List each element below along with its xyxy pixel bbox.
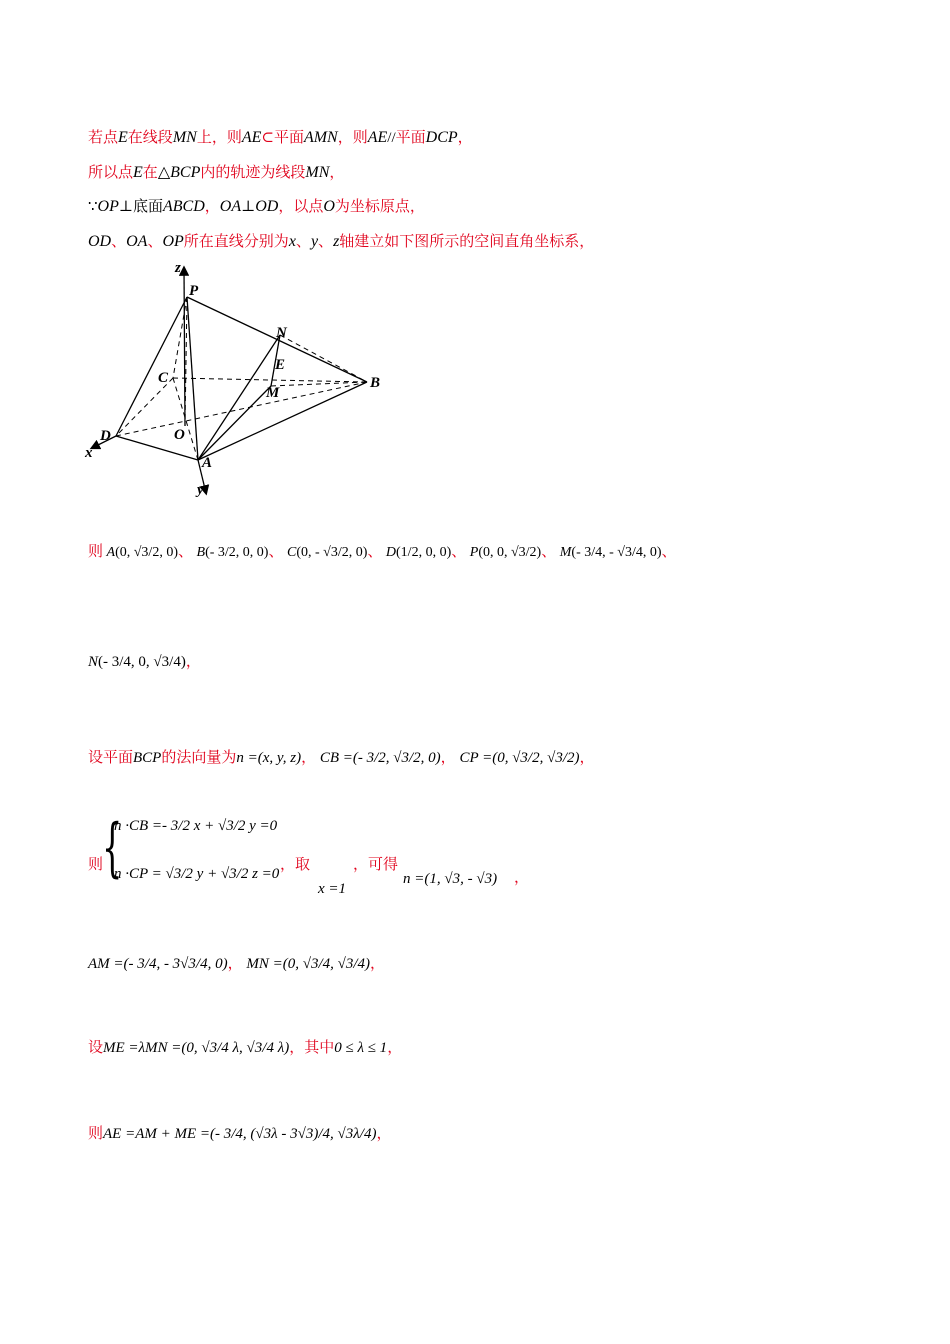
text-line-4: OD、OA、OP所在直线分别为x、y、z轴建立如下图所示的空间直角坐标系，: [88, 232, 595, 250]
system-brace: {: [102, 811, 123, 885]
pyramid-coordinate-figure: [84, 258, 394, 503]
label-D: D: [100, 428, 111, 444]
label-z: z: [175, 260, 181, 276]
coordinates-line: 则 A(0, √3/2, 0)、 B(- 3/2, 0, 0)、 C(0, - √3/2, 0)、 D(1/2, 0, 0)、 P(0, 0, √3/2)、 M(- 3/4, - √3/4, 0)、: [88, 542, 677, 560]
text-line-2: 所以点E在△BCP内的轨迹为线段MN，: [88, 163, 345, 181]
lambda-line: 设ME =λMN =(0, √3/4 λ, √3/4 λ)，其中0 ≤ λ ≤ 1，: [88, 1038, 403, 1056]
text-line-1: 若点E在线段MN上，则AE⊂平面AMN，则AE//平面DCP，: [88, 128, 473, 146]
edge-PD: [116, 297, 187, 436]
edge-CB: [173, 378, 367, 382]
vector-AE-line: 则AE =AM + ME =(- 3/4, (√3λ - 3√3)/4, √3λ/4)，: [88, 1124, 392, 1142]
edge-DA: [116, 436, 198, 460]
edge-NB: [280, 335, 367, 382]
edge-DB: [116, 382, 367, 436]
vectors-AM-MN-line: AM =(- 3/4, - 3√3/4, 0)， MN =(0, √3/4, √3/4)，: [88, 954, 386, 972]
coordinate-N-line: N(- 3/4, 0, √3/4)，: [88, 652, 201, 670]
label-E: E: [275, 357, 286, 373]
label-N: N: [276, 325, 287, 341]
z-axis: [184, 268, 185, 426]
edge-CD: [116, 378, 173, 436]
label-O: O: [174, 427, 185, 443]
label-x: x: [85, 445, 93, 461]
text-line-3: ∵OP⊥底面ABCD，OA⊥OD，以点O为坐标原点，: [88, 197, 425, 215]
label-P: P: [189, 283, 199, 299]
label-B: B: [370, 375, 381, 391]
edge-MB: [271, 382, 367, 386]
label-y: y: [197, 482, 204, 498]
edge-AM: [198, 386, 271, 460]
label-A: A: [202, 455, 213, 471]
label-M: M: [266, 385, 280, 401]
normal-vector-line: 设平面BCP的法向量为n =(x, y, z)， CB =(- 3/2, √3/2, 0)， CP =(0, √3/2, √3/2)，: [88, 748, 595, 766]
label-C: C: [158, 370, 169, 386]
